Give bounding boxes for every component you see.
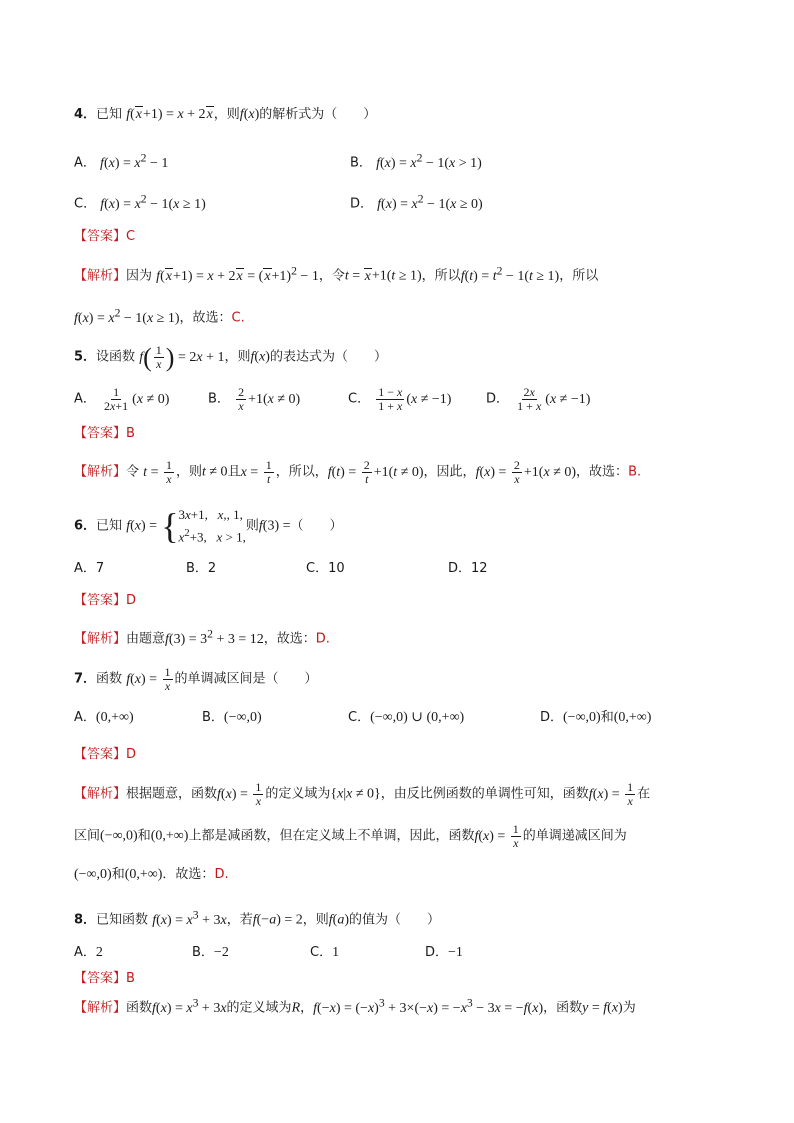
q7-answer: 【答案】D	[74, 747, 137, 762]
q5-option-c[interactable]: C． $\frac{1 - x}{1 + x}$ (x ≠ −1)	[348, 385, 452, 413]
q8-explanation: 【解析】函数$f(x) = x^3 + 3x$的定义域为R，$f(-x) = (-x)^3 + 3\times(-x) = -x^3 - 3x = -f(x)$，函数y = f(x)为	[74, 996, 636, 1016]
q6-explanation: 【解析】由题意$f(3) = 3^2 + 3 = 12$，故选：D.	[74, 627, 330, 647]
q8-stem: 8．已知函数 $f(x) = x^3 + 3x$，若f(−a) = 2，则f(a)的值为（ ）	[74, 908, 441, 928]
q4-option-b[interactable]: B． $f(x) = x^2 - 1(x > 1)$	[350, 151, 482, 171]
q4-answer: 【答案】C	[74, 229, 136, 244]
q4-option-a[interactable]: A． $f(x) = x^2 - 1$	[74, 151, 169, 171]
q8-answer: 【答案】B	[74, 971, 135, 986]
q5-stem: 5．设函数 f( $\frac{1}{x}$ ) = 2x + 1，则f(x)的表达式为（ ）	[74, 342, 387, 372]
q8-option-a[interactable]: A．2	[74, 945, 103, 960]
q5-answer: 【答案】B	[74, 426, 135, 441]
q6-option-d[interactable]: D．12	[448, 561, 488, 576]
q6-stem: 6．已知 f(x) = { 3x+1, x,, 1, $x^2+3$, x > 1, 则f(3) =（ ）	[74, 506, 343, 547]
q7-option-c[interactable]: C．(−∞,0) ∪ (0,+∞)	[348, 710, 465, 725]
q4-option-c[interactable]: C． $f(x) = x^2 - 1(x \ge 1)$	[74, 192, 206, 212]
q5-explanation: 【解析】令 t = $\frac{1}{x}$ ，则t ≠ 0且x = $\frac{1}{t}$ ，所以，f(t) = $\frac{2}{t}$ +1(t ≠ 0)，因此，f(x) = $\frac{2}{x}$ +1(x ≠ 0)，故选：B.	[74, 458, 642, 486]
q5-option-a[interactable]: A． $\frac{1}{2x+1}$ (x ≠ 0)	[74, 385, 170, 413]
q5-option-b[interactable]: B． $\frac{2}{x}$ +1(x ≠ 0)	[208, 385, 301, 413]
q6-answer: 【答案】D	[74, 593, 137, 608]
q7-explanation-2: 区间(−∞,0)和(0,+∞)上都是减函数，但在定义域上不单调，因此，函数f(x) = $\frac{1}{x}$ 的单调递减区间为	[74, 822, 627, 850]
q6-option-b[interactable]: B．2	[186, 561, 217, 576]
q8-option-d[interactable]: D．−1	[425, 945, 463, 960]
q7-stem: 7．函数 f(x) = $\frac{1}{x}$ 的单调减区间是（ ）	[74, 665, 318, 693]
q6-option-c[interactable]: C．10	[306, 561, 345, 576]
q6-option-a[interactable]: A．7	[74, 561, 105, 576]
q4-explanation-1: 【解析】因为 $f(x+1) = x + 2x = (x+1)^2 - 1$，令t = x+1(t ≥ 1)，所以$f(t) = t^2 - 1(t \ge 1)$，所以	[74, 264, 599, 284]
q8-option-c[interactable]: C．1	[310, 945, 340, 960]
q4-option-d[interactable]: D． $f(x) = x^2 - 1(x \ge 0)$	[350, 192, 483, 212]
q7-explanation-1: 【解析】根据题意，函数f(x) = $\frac{1}{x}$ 的定义域为{x|x ≠ 0}，由反比例函数的单调性可知，函数f(x) = $\frac{1}{x}$ 在	[74, 780, 651, 808]
q7-option-d[interactable]: D．(−∞,0)和(0,+∞)	[540, 710, 652, 725]
q4-stem: 4．已知 f(x+1) = x + 2x，则f(x)的解析式为（ ）	[74, 107, 377, 122]
q8-option-b[interactable]: B．−2	[192, 945, 229, 960]
q7-explanation-3: (−∞,0)和(0,+∞)．故选：D.	[74, 867, 229, 882]
q7-option-b[interactable]: B．(−∞,0)	[202, 710, 262, 725]
q4-explanation-2: $f(x) = x^2 - 1(x \ge 1)$，故选：C.	[74, 306, 245, 326]
q5-option-d[interactable]: D． $\frac{2x}{1 + x}$ (x ≠ −1)	[486, 385, 591, 413]
q7-option-a[interactable]: A．(0,+∞)	[74, 710, 134, 725]
